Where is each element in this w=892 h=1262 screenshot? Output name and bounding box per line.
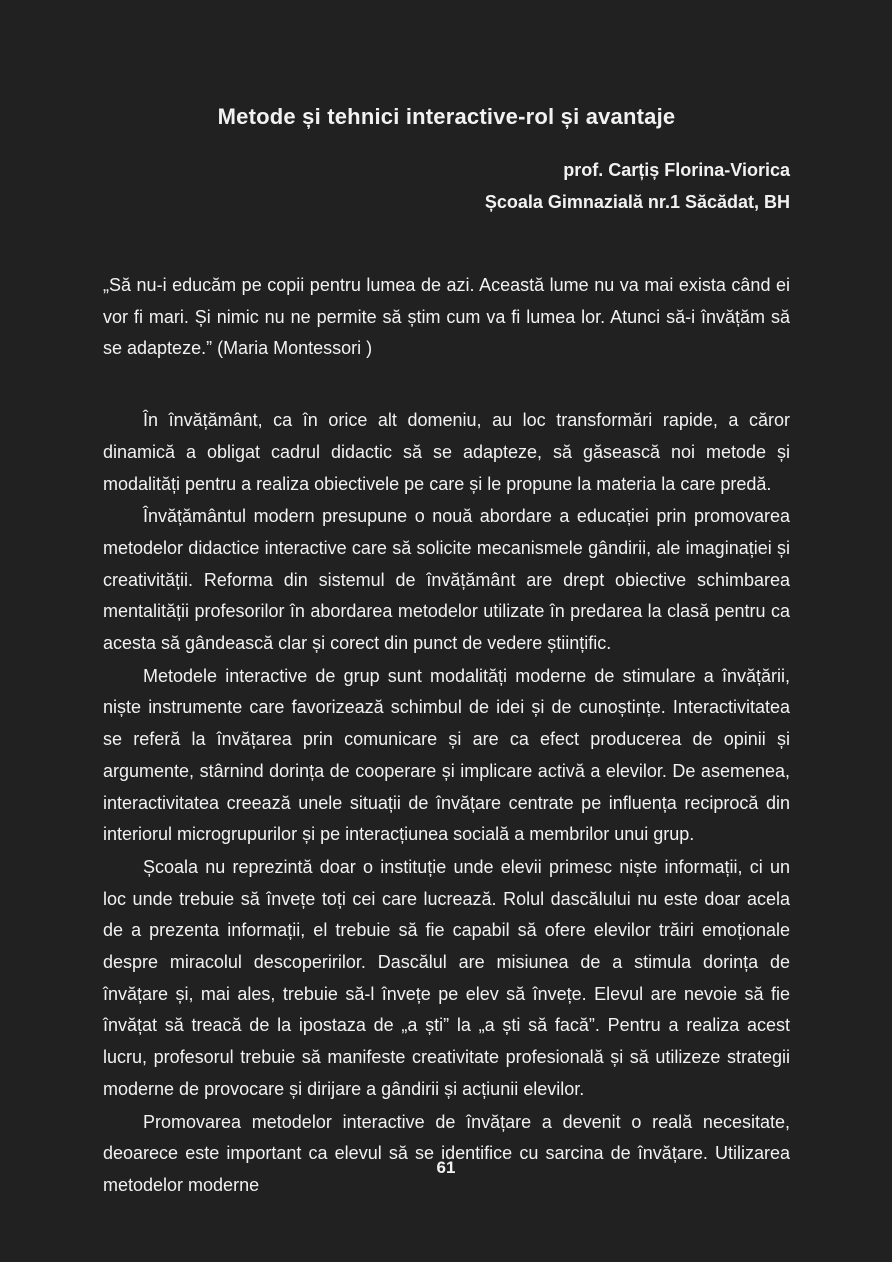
body-paragraph: Școala nu reprezintă doar o instituție unde elevii primesc niște informații, ci un loc unde trebuie să învețe toți cei care lucrează. Rolul dascălului nu este doar acela de a prezenta informații, el trebuie să fie capabil să ofere elevilor trăiri emoționale despre miracolul descoperirilor. Dascălul are misiunea de a stimula dorința de învățare și, mai ales, trebuie să-l învețe pe elev să învețe. Elevul are nevoie să fie învățat să treacă de la ipostaza de „a ști” la „a ști să facă”. Pentru a realiza acest lucru, profesorul trebuie să manifeste creativitate profesională și să utilizeze strategii moderne de provocare și dirijare a gândirii și acțiunii elevilor. — [103, 856, 790, 1099]
body-paragraph: Metodele interactive de grup sunt modalități moderne de stimulare a învățării, niște instrumente care favorizează schimbul de idei și de cunoștințe. Interactivitatea se referă la învățarea prin comunicare și are ca efect producerea de opinii și argumente, stârnind dorința de cooperare și implicare activă a elevilor. De asemenea, interactivitatea creează unele situații de învățare centrate pe influența reciprocă din interiorul microgrupurilor și pe interacțiunea socială a membrilor unui grup. — [103, 665, 790, 845]
document-title: Metode și tehnici interactive-rol și avantaje — [217, 104, 676, 129]
byline — [103, 154, 790, 218]
body-paragraph: În învățământ, ca în orice alt domeniu, au loc transformări rapide, a căror dinamică a obligat cadrul didactic să se adapteze, să găsească noi metode și modalități pentru a realiza obiectivele pe care și le propune la materia la care predă. — [103, 410, 790, 494]
epigraph-quote: „Să nu-i educăm pe copii pentru lumea de azi. Această lume nu va mai exista când ei vor fi mari. Și nimic nu ne permite să știm cum va fi lumea lor. Atunci să-i învățăm să se adapteze.” (Maria Montessori ) — [103, 275, 790, 359]
school-line: Școala Gimnazială nr.1 Săcădat, BH — [484, 192, 790, 212]
author-line: prof. Carțiș Florina-Viorica — [563, 160, 790, 180]
body-paragraph: Învățământul modern presupune o nouă abordare a educației prin promovarea metodelor didactice interactive care să solicite mecanismele gândirii, ale imaginației și creativității. Reforma din sistemul de învățământ are drept obiective schimbarea mentalității profesorilor în abordarea metodelor utilizate în predarea la clasă pentru ca acesta să gândească clar și corect din punct de vedere științific. — [103, 506, 790, 654]
body-paragraph: Promovarea metodelor interactive de învățare a devenit o reală necesitate, deoarece este important ca elevul să se identifice cu sarcina de învățare. Utilizarea metodelor moderne — [103, 1111, 790, 1195]
page-content — [0, 102, 892, 1202]
article-body — [103, 405, 790, 1202]
page-number: 61 — [436, 1158, 456, 1177]
